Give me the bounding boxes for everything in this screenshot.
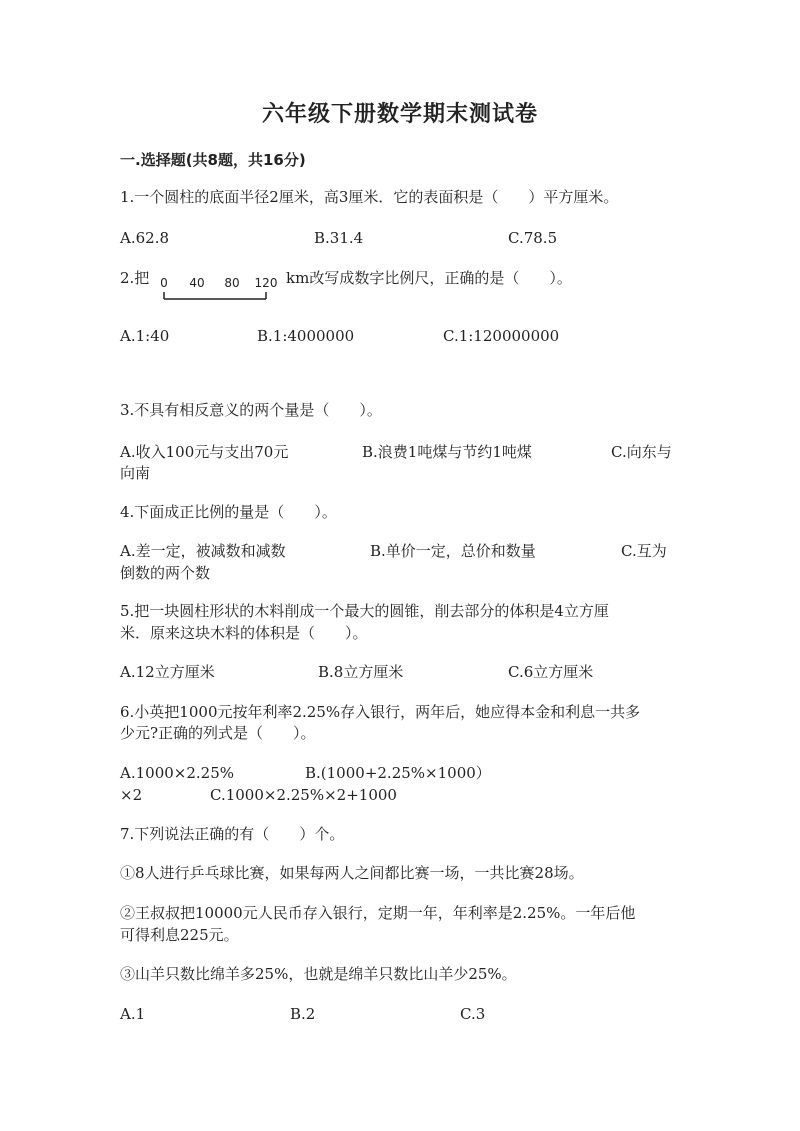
question-1-option-c: C.78.5: [508, 229, 558, 247]
question-2-option-a: A.1:40: [120, 327, 170, 345]
question-6-option-b-cont: ×2: [120, 786, 143, 804]
line-scale-figure: [155, 270, 285, 304]
question-7-option-b: B.2: [290, 1005, 316, 1023]
question-6-option-b: B.(1000+2.25%×1000）: [305, 764, 491, 782]
scale-label-0: 0: [160, 276, 168, 290]
question-3-text: 3.不具有相反意义的两个量是（ ）。: [120, 401, 382, 419]
question-7-statement-1: ①8人进行乒乓球比赛，如果每两人之间都比赛一场，一共比赛28场。: [120, 864, 584, 882]
question-2-option-b: B.1:4000000: [257, 327, 355, 345]
question-6-text-line2: 少元?正确的列式是（ ）。: [120, 724, 316, 742]
question-7-text: 7.下列说法正确的有（ ）个。: [120, 825, 345, 843]
page-title: 六年级下册数学期末测试卷: [261, 102, 538, 127]
question-1-option-a: A.62.8: [120, 229, 169, 247]
scale-label-80: 80: [224, 276, 240, 290]
question-3-option-b: B.浪费1吨煤与节约1吨煤: [362, 443, 532, 461]
question-6-option-c: C.1000×2.25%×2+1000: [210, 786, 397, 804]
question-2-text: km改写成数字比例尺，正确的是（ ）。: [286, 269, 572, 287]
question-3-option-a: A.收入100元与支出70元: [120, 443, 289, 461]
question-7-option-a: A.1: [120, 1005, 146, 1023]
question-5-text-line2: 米．原来这块木料的体积是（ ）。: [120, 624, 368, 642]
question-5-option-b: B.8立方厘米: [318, 663, 404, 681]
question-3-option-c-cont: 向南: [120, 464, 151, 482]
question-6-text-line1: 6.小英把1000元按年利率2.25%存入银行，两年后，她应得本金和利息一共多: [120, 703, 641, 721]
scale-ruler: [164, 292, 266, 299]
scale-label-40: 40: [189, 276, 205, 290]
question-4-option-a: A.差一定，被减数和减数: [120, 542, 286, 560]
question-2-option-c: C.1:120000000: [443, 327, 560, 345]
question-5-text-line1: 5.把一块圆柱形状的木料削成一个最大的圆锥，削去部分的体积是4立方厘: [120, 602, 609, 620]
question-4-option-b: B.单价一定，总价和数量: [370, 542, 536, 560]
question-7-statement-3: ③山羊只数比绵羊多25%，也就是绵羊只数比山羊少25%。: [120, 965, 517, 983]
question-3-option-c: C.向东与: [611, 443, 672, 461]
question-1-text: 1.一个圆柱的底面半径2厘米，高3厘米．它的表面积是（ ）平方厘米。: [120, 188, 619, 206]
question-6-option-a: A.1000×2.25%: [120, 764, 234, 782]
question-2-prefix: 2.把: [120, 269, 150, 287]
question-4-text: 4.下面成正比例的量是（ ）。: [120, 503, 337, 521]
question-5-option-a: A.12立方厘米: [120, 663, 215, 681]
question-7-statement-2-line1: ②王叔叔把10000元人民币存入银行，定期一年，年利率是2.25%。一年后他: [120, 904, 636, 922]
question-1-option-b: B.31.4: [314, 229, 364, 247]
question-4-option-c-cont: 倒数的两个数: [120, 564, 211, 582]
question-7-statement-2-line2: 可得利息225元。: [120, 926, 239, 944]
section-heading: 一.选择题(共8题，共16分): [120, 151, 306, 169]
question-7-option-c: C.3: [460, 1005, 486, 1023]
scale-label-120: 120: [254, 276, 278, 290]
question-4-option-c: C.互为: [621, 542, 667, 560]
question-5-option-c: C.6立方厘米: [508, 663, 594, 681]
